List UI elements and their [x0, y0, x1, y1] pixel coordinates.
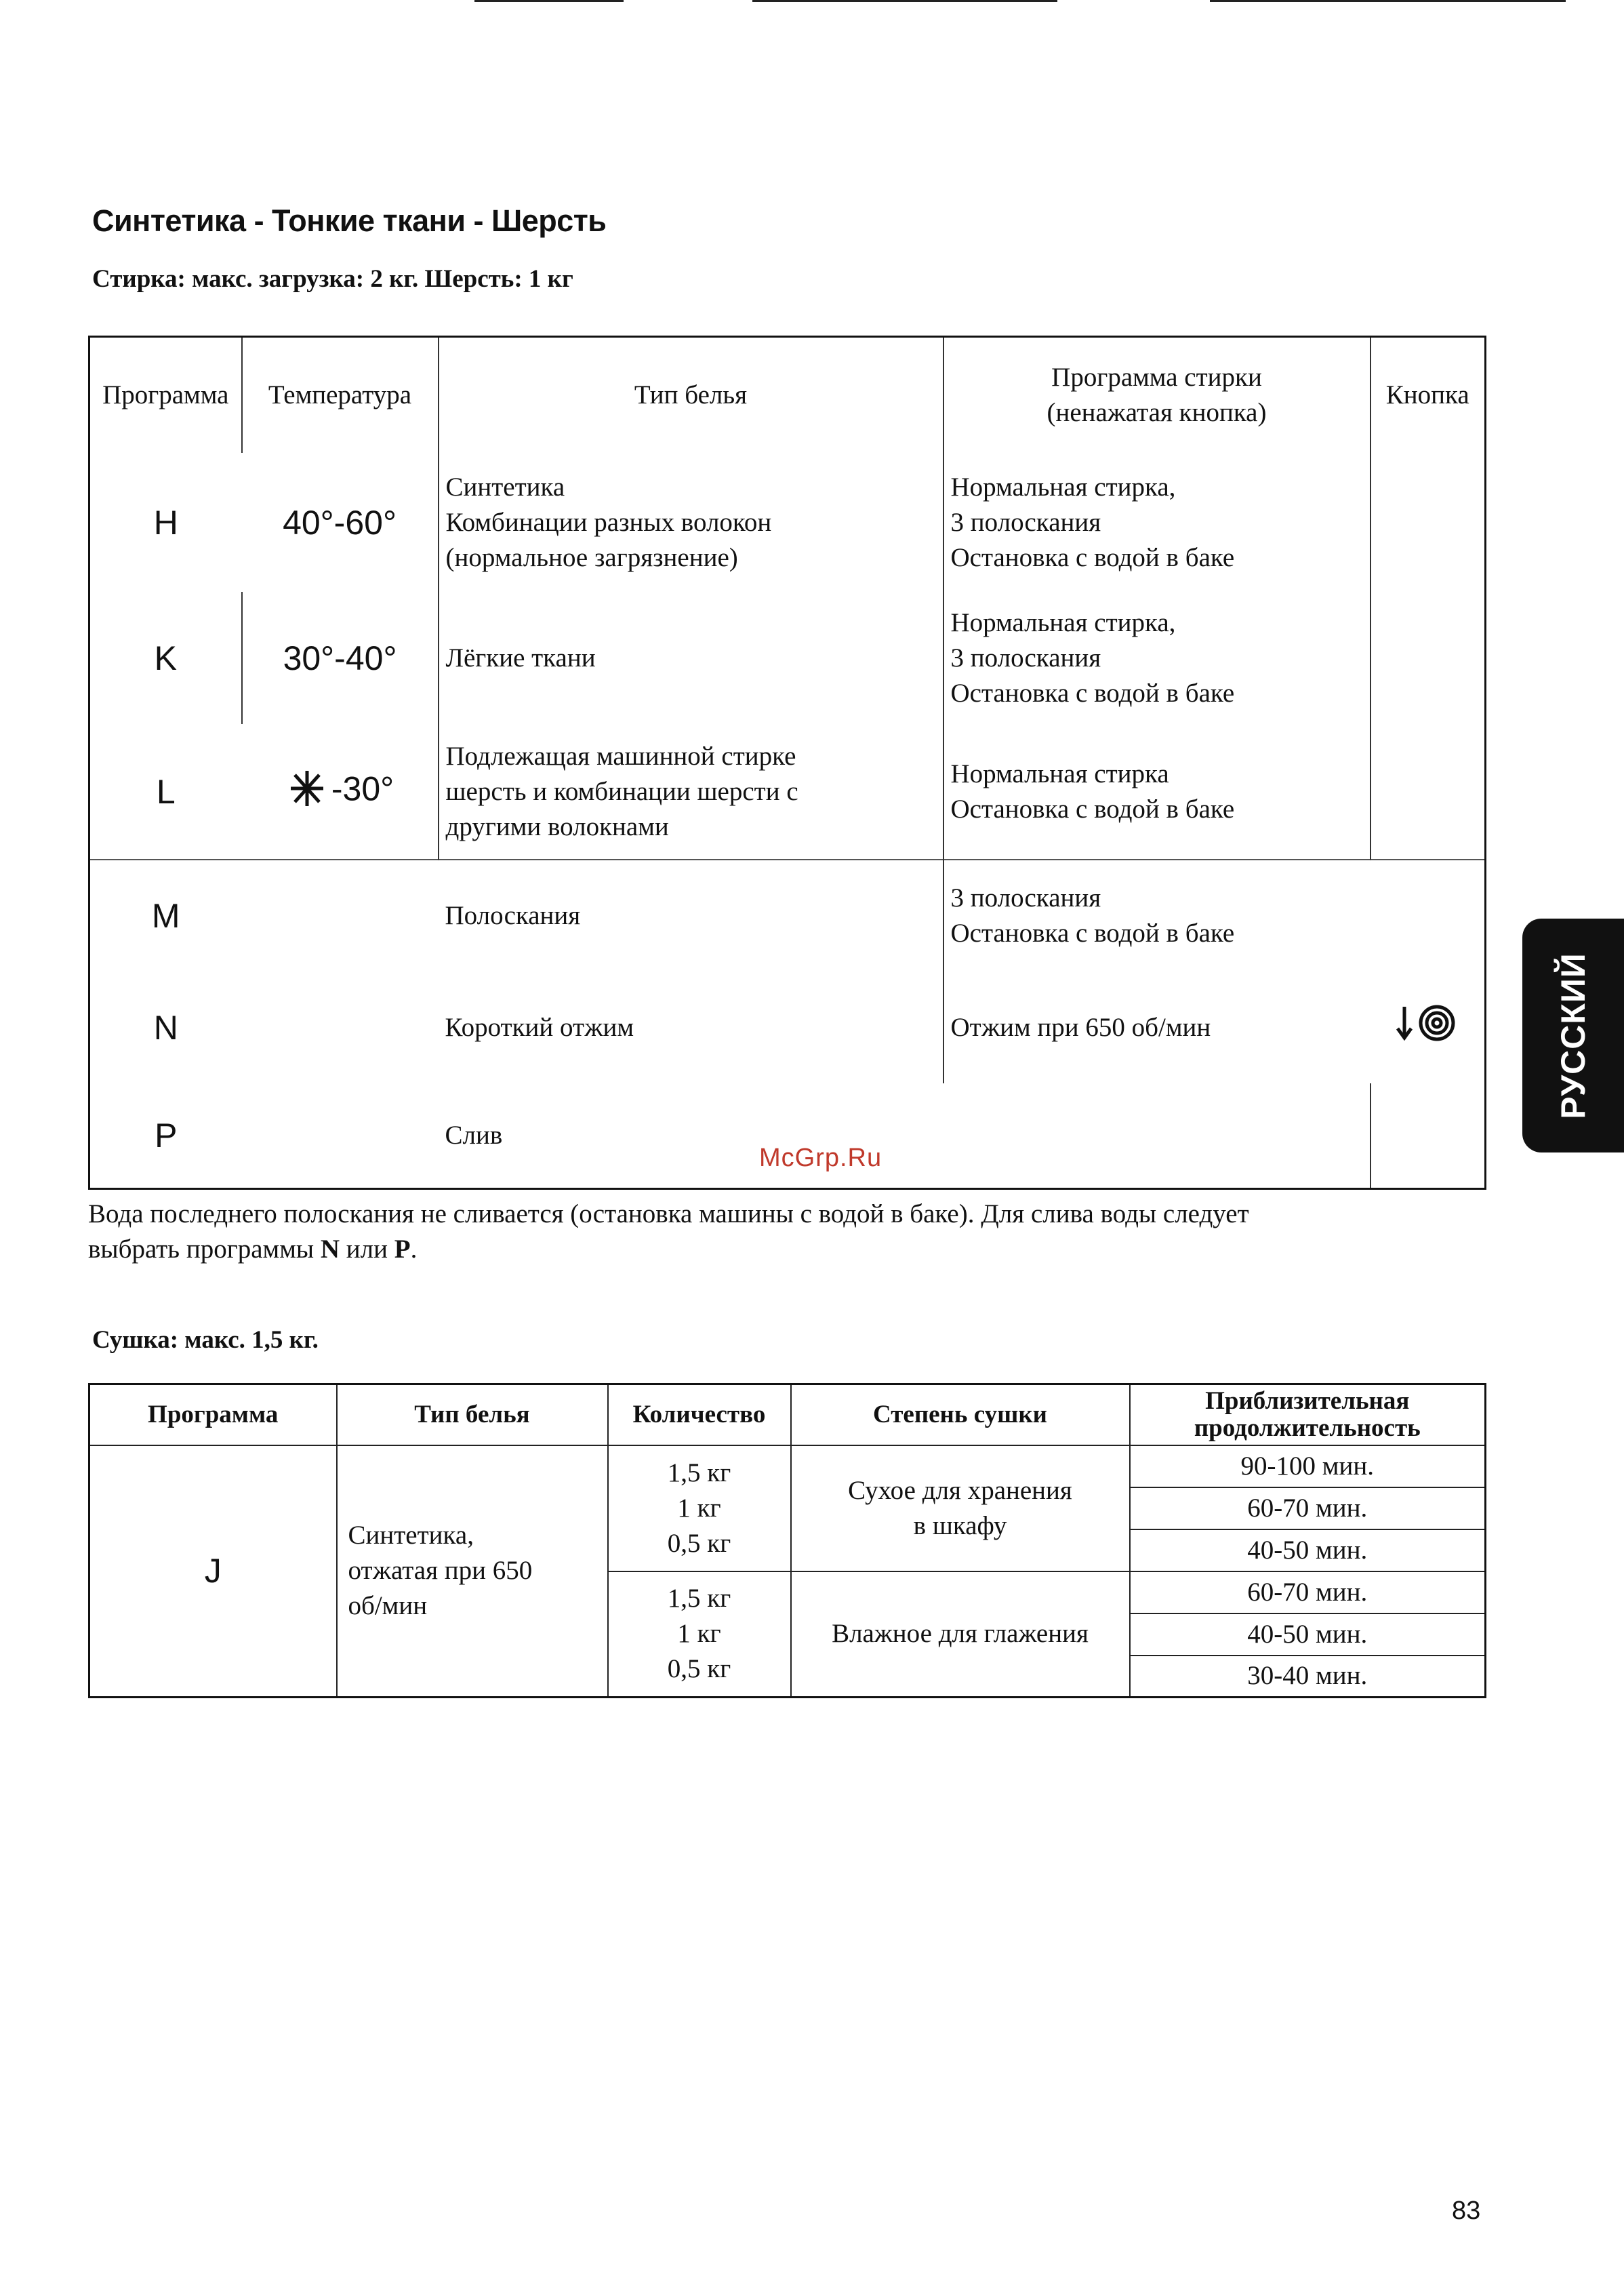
cycle-cell: [943, 592, 1371, 724]
cycle-line: Остановка с водой в баке: [950, 542, 1235, 572]
language-tab: [1522, 919, 1624, 1152]
dry-program-code: J: [89, 1445, 337, 1698]
table-row: [89, 1445, 1486, 1487]
cycle-line: 3 полоскания: [950, 643, 1101, 673]
button-cell: [1371, 453, 1486, 592]
fabric-cell: [439, 592, 943, 724]
wash-subheading: Стирка: макс. загрузка: 2 кг. Шерсть: 1 кг: [92, 265, 573, 293]
dry-degree-cell: [791, 1445, 1130, 1571]
header-fabric: Тип белья: [439, 337, 943, 454]
watermark: McGrp.Ru: [759, 1144, 882, 1172]
button-cell: [1371, 971, 1486, 1083]
dry-header-duration-line2: продолжительность: [1194, 1413, 1421, 1442]
note-text: или: [340, 1235, 394, 1264]
note-line: [88, 1232, 1498, 1267]
cycle-line: Остановка с водой в баке: [950, 919, 1235, 948]
dry-amount: 0,5 кг: [667, 1654, 731, 1684]
fabric-cell: [439, 860, 943, 971]
top-rule: [1210, 0, 1566, 2]
top-rule: [752, 0, 1057, 2]
temperature-cell: [242, 1083, 439, 1188]
dry-duration: 40-50 мин.: [1130, 1613, 1486, 1656]
dry-duration: 60-70 мин.: [1130, 1487, 1486, 1529]
dry-header-degree: Степень сушки: [791, 1384, 1130, 1445]
note-program-n: N: [320, 1235, 340, 1264]
program-code: P: [155, 1116, 178, 1155]
dry-fabric-cell: [337, 1445, 608, 1698]
cycle-cell: [943, 1083, 1371, 1188]
cycle-line: Нормальная стирка,: [950, 472, 1176, 502]
dry-amount-cell: [608, 1445, 791, 1571]
header-cycle-line2: (ненажатая кнопка): [1047, 398, 1267, 427]
spin-icon: [1395, 1001, 1460, 1054]
cycle-line: Остановка с водой в баке: [950, 678, 1235, 708]
program-code: K: [154, 639, 177, 677]
cycle-line: Нормальная стирка: [950, 759, 1169, 788]
header-program: Программа: [102, 380, 229, 409]
dry-fabric-line: отжатая при 650: [348, 1556, 533, 1586]
dry-amount: 1 кг: [677, 1619, 721, 1649]
note-line: Вода последнего полоскания не сливается (остановка машины с водой в баке). Для слива воды следует: [88, 1199, 1249, 1228]
dry-duration: 60-70 мин.: [1130, 1571, 1486, 1613]
temperature-cell: [242, 971, 439, 1083]
program-code: H: [153, 503, 178, 542]
dry-amount: 1 кг: [677, 1493, 721, 1523]
program-code: N: [153, 1008, 178, 1047]
dry-duration: 90-100 мин.: [1130, 1445, 1486, 1487]
fabric-cell: [439, 724, 943, 860]
note-program-p: P: [394, 1235, 411, 1264]
dry-table-header: [89, 1384, 1486, 1445]
temperature-value: -30°: [331, 769, 394, 808]
button-cell: [1371, 592, 1486, 724]
note-text: выбрать программы: [88, 1235, 321, 1264]
note-text: .: [410, 1235, 418, 1264]
dry-amount-cell: [608, 1571, 791, 1698]
wool-symbol-icon: [285, 767, 329, 816]
cycle-cell: [943, 860, 1371, 971]
table-row: [89, 724, 1486, 860]
fabric-line: Короткий отжим: [445, 1012, 634, 1042]
temperature-cell: [242, 860, 439, 971]
dry-duration: 40-50 мин.: [1130, 1529, 1486, 1571]
button-cell: [1371, 1083, 1486, 1188]
fabric-line: Синтетика: [445, 472, 565, 502]
header-button: Кнопка: [1371, 337, 1486, 454]
page-number: 83: [1452, 2197, 1481, 2225]
cycle-cell: [943, 971, 1371, 1083]
program-code: M: [89, 860, 242, 971]
dry-fabric-line: об/мин: [348, 1591, 428, 1621]
cycle-line: 3 полоскания: [950, 883, 1101, 913]
dry-degree-line: в шкафу: [913, 1510, 1007, 1540]
fabric-cell: [439, 453, 943, 592]
dry-degree-line: Сухое для хранения: [848, 1475, 1072, 1505]
dry-subheading: Сушка: макс. 1,5 кг.: [92, 1326, 319, 1354]
fabric-line: Лёгкие ткани: [445, 643, 596, 673]
dry-program-table: [88, 1383, 1486, 1698]
cycle-line: Отжим при 650 об/мин: [950, 1012, 1211, 1042]
fabric-cell: [439, 971, 943, 1083]
dry-amount: 1,5 кг: [667, 1458, 731, 1487]
dry-header-amount: Количество: [608, 1384, 791, 1445]
fabric-line: шерсть и комбинации шерсти с: [445, 776, 798, 806]
wash-table-header: [89, 337, 1486, 454]
fabric-line: (нормальное загрязнение): [445, 542, 738, 572]
table-row: [89, 592, 1486, 724]
dry-amount: 1,5 кг: [667, 1584, 731, 1613]
fabric-line: Полоскания: [445, 901, 581, 930]
header-temperature: Температура: [242, 337, 439, 454]
dry-degree-line: Влажное для глажения: [832, 1619, 1089, 1649]
dry-duration: 30-40 мин.: [1130, 1656, 1486, 1698]
fabric-line: Комбинации разных волокон: [445, 507, 772, 537]
page-title: Синтетика - Тонкие ткани - Шерсть: [92, 203, 607, 238]
temperature-value: 30°-40°: [242, 592, 439, 724]
cycle-cell: [943, 724, 1371, 860]
dry-header-fabric: Тип белья: [337, 1384, 608, 1445]
cycle-cell: [943, 453, 1371, 592]
table-row: [89, 971, 1486, 1083]
top-rule: [474, 0, 624, 2]
wash-program-table: [88, 336, 1486, 1190]
dry-degree-cell: [791, 1571, 1130, 1698]
dry-header-duration: [1130, 1384, 1486, 1445]
button-cell: [1371, 860, 1486, 971]
note-paragraph: [88, 1197, 1498, 1267]
dry-header-program: Программа: [89, 1384, 337, 1445]
dry-fabric-line: Синтетика,: [348, 1521, 474, 1550]
language-tab-label: РУССКИЙ: [1554, 952, 1592, 1119]
fabric-line: другими волокнами: [445, 811, 669, 841]
temperature-cell: [242, 724, 439, 860]
program-code: L: [156, 772, 176, 811]
cycle-line: Остановка с водой в баке: [950, 794, 1235, 824]
cycle-line: Нормальная стирка,: [950, 607, 1176, 637]
dry-amount: 0,5 кг: [667, 1528, 731, 1558]
header-cycle-line1: Программа стирки: [1051, 363, 1262, 392]
button-cell: [1371, 724, 1486, 860]
temperature-value: 40°-60°: [283, 503, 397, 542]
table-row: [89, 453, 1486, 592]
fabric-line: Подлежащая машинной стирке: [445, 741, 796, 771]
dry-header-duration-line1: Приблизительная: [1205, 1386, 1410, 1415]
header-cycle: [943, 337, 1371, 454]
cycle-line: 3 полоскания: [950, 507, 1101, 537]
table-row: [89, 860, 1486, 971]
fabric-line: Слив: [445, 1120, 503, 1150]
